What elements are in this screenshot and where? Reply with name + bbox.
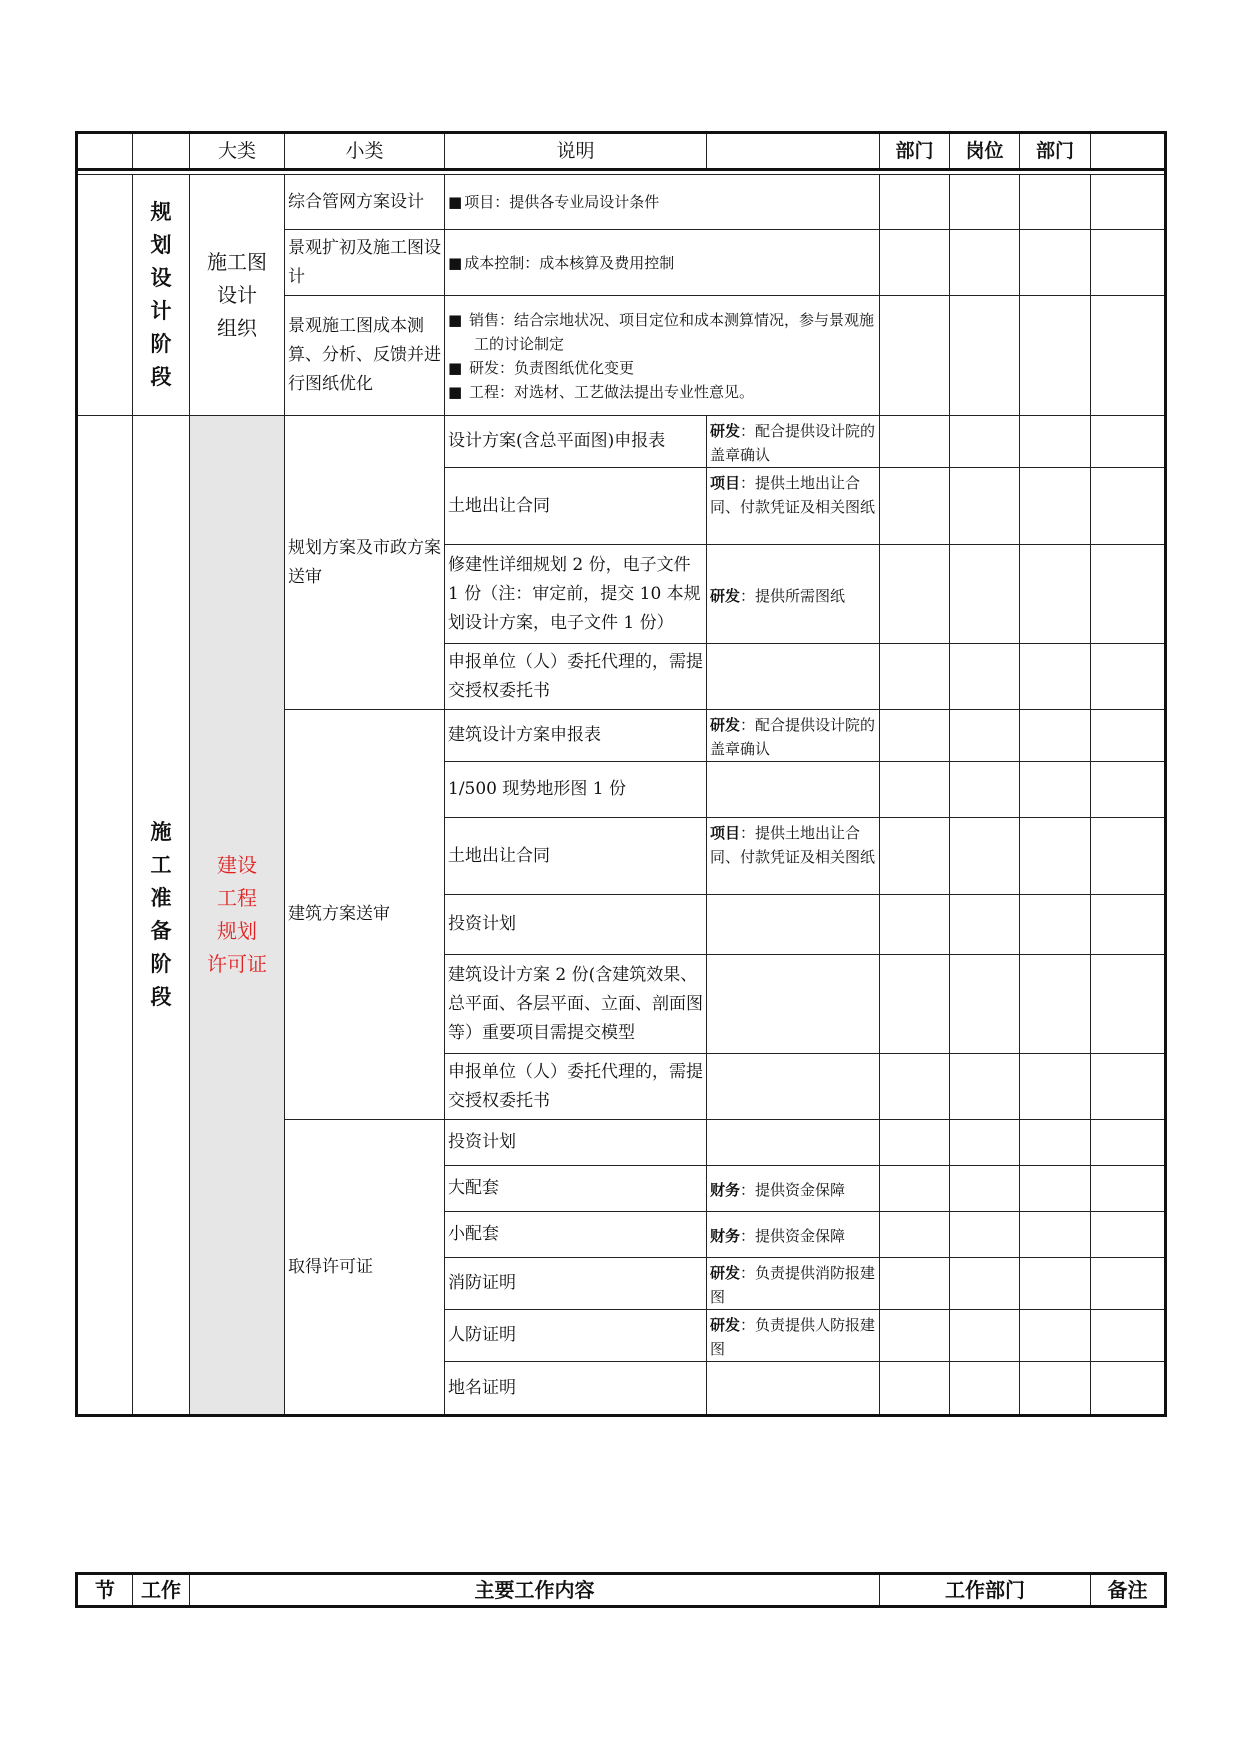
note-cell bbox=[707, 762, 880, 818]
header-blank-1 bbox=[77, 133, 133, 170]
stage-label: 施 工 准 备 阶 段 bbox=[133, 416, 190, 1416]
category-cell: 施工图 设计 组织 bbox=[190, 175, 285, 416]
item-cell: 投资计划 bbox=[445, 895, 707, 955]
note-cell bbox=[707, 644, 880, 710]
footer-remark: 备注 bbox=[1091, 1574, 1166, 1607]
header-description: 说明 bbox=[445, 133, 707, 170]
note-cell: 项目：提供土地出让合同、付款凭证及相关图纸 bbox=[707, 468, 880, 545]
header-dept-1: 部门 bbox=[880, 133, 950, 170]
header-subcategory: 小类 bbox=[285, 133, 445, 170]
note-cell bbox=[707, 1054, 880, 1120]
note-cell: 研发：配合提供设计院的盖章确认 bbox=[707, 710, 880, 762]
category-cell: 建设 工程 规划 许可证 bbox=[190, 416, 285, 1416]
item-cell: 土地出让合同 bbox=[445, 468, 707, 545]
footer-header-row bbox=[77, 1574, 1166, 1607]
item-cell: 地名证明 bbox=[445, 1362, 707, 1416]
description-cell: ■ 项目：提供各专业局设计条件 bbox=[445, 175, 880, 230]
list-item: ■ 研发：负责图纸优化变更 bbox=[448, 358, 634, 377]
item-cell: 消防证明 bbox=[445, 1258, 707, 1310]
note-cell: 研发：配合提供设计院的盖章确认 bbox=[707, 416, 880, 468]
table-row bbox=[77, 175, 1166, 230]
note-cell: 研发：提供所需图纸 bbox=[707, 545, 880, 644]
item-cell: 建筑设计方案申报表 bbox=[445, 710, 707, 762]
footer-dept: 工作部门 bbox=[880, 1574, 1091, 1607]
subcategory-cell: 景观施工图成本测算、分析、反馈并进行图纸优化 bbox=[285, 296, 445, 416]
work-table bbox=[75, 131, 1167, 1417]
header-blank-4 bbox=[1091, 133, 1166, 170]
list-item: ■ 工程：对选材、工艺做法提出专业性意见。 bbox=[448, 382, 754, 401]
header-blank-3 bbox=[707, 133, 880, 170]
item-cell: 人防证明 bbox=[445, 1310, 707, 1362]
table-header-row bbox=[77, 133, 1166, 170]
item-cell: 建筑设计方案 2 份(含建筑效果、总平面、各层平面、立面、剖面图等）重要项目需提交模型 bbox=[445, 955, 707, 1054]
table-row bbox=[77, 416, 1166, 468]
note-cell bbox=[707, 955, 880, 1054]
item-cell: 1/500 现势地形图 1 份 bbox=[445, 762, 707, 818]
header-post: 岗位 bbox=[950, 133, 1020, 170]
note-cell bbox=[707, 1362, 880, 1416]
subcategory-cell: 景观扩初及施工图设计 bbox=[285, 230, 445, 296]
footer-section: 节 bbox=[77, 1574, 133, 1607]
description-cell: ■ 成本控制：成本核算及费用控制 bbox=[445, 230, 880, 296]
item-cell: 小配套 bbox=[445, 1212, 707, 1258]
footer-header-table bbox=[75, 1572, 1167, 1608]
item-cell: 设计方案(含总平面图)申报表 bbox=[445, 416, 707, 468]
note-cell: 研发：负责提供消防报建图 bbox=[707, 1258, 880, 1310]
stage-label: 规 划 设 计 阶 段 bbox=[133, 175, 190, 416]
header-blank-2 bbox=[133, 133, 190, 170]
subcategory-cell: 建筑方案送审 bbox=[285, 710, 445, 1120]
item-cell: 申报单位（人）委托代理的，需提交授权委托书 bbox=[445, 1054, 707, 1120]
note-cell: 财务：提供资金保障 bbox=[707, 1166, 880, 1212]
subcategory-cell: 规划方案及市政方案送审 bbox=[285, 416, 445, 710]
blank-cell bbox=[77, 175, 133, 416]
item-cell: 土地出让合同 bbox=[445, 818, 707, 895]
item-cell: 申报单位（人）委托代理的，需提交授权委托书 bbox=[445, 644, 707, 710]
note-cell: 研发：负责提供人防报建图 bbox=[707, 1310, 880, 1362]
footer-work: 工作 bbox=[133, 1574, 190, 1607]
item-cell: 投资计划 bbox=[445, 1120, 707, 1166]
description-cell bbox=[445, 296, 880, 416]
subcategory-cell: 取得许可证 bbox=[285, 1120, 445, 1416]
subcategory-cell: 综合管网方案设计 bbox=[285, 175, 445, 230]
header-category: 大类 bbox=[190, 133, 285, 170]
list-item: ■ 销售：结合宗地状况、项目定位和成本测算情况，参与景观施工的讨论制定 bbox=[448, 310, 874, 353]
note-cell bbox=[707, 1120, 880, 1166]
note-cell bbox=[707, 895, 880, 955]
header-dept-2: 部门 bbox=[1020, 133, 1091, 170]
footer-content: 主要工作内容 bbox=[190, 1574, 880, 1607]
note-cell: 项目：提供土地出让合同、付款凭证及相关图纸 bbox=[707, 818, 880, 895]
blank-cell bbox=[77, 416, 133, 1416]
item-cell: 大配套 bbox=[445, 1166, 707, 1212]
item-cell: 修建性详细规划 2 份，电子文件 1 份（注：审定前，提交 10 本规划设计方案，电子文件 1 份） bbox=[445, 545, 707, 644]
note-cell: 财务：提供资金保障 bbox=[707, 1212, 880, 1258]
